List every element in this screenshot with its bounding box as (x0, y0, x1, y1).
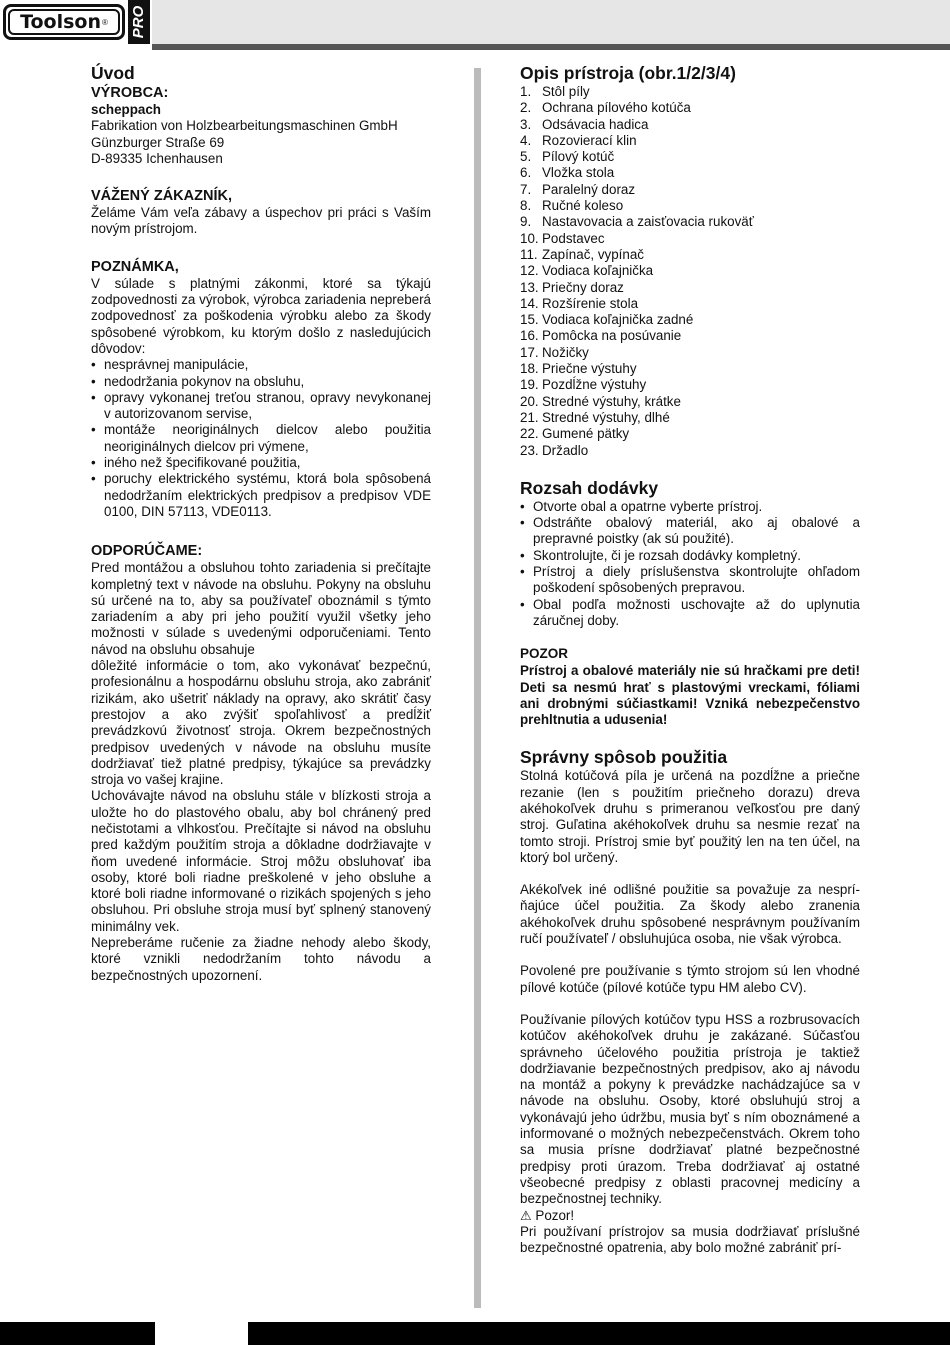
part-number: 5. (520, 149, 532, 165)
list-item: • nedodržania pokynov na obsluhu, (91, 374, 431, 390)
note-list (91, 357, 431, 520)
part-item (520, 296, 860, 312)
part-number: 20. (520, 393, 539, 409)
right-column (520, 62, 860, 1256)
part-item (520, 182, 860, 198)
part-number: 15. (520, 312, 539, 328)
manufacturer-heading: VÝROBCA: (91, 85, 169, 101)
recommend-heading: ODPORÚČAME: (91, 543, 203, 560)
part-item (520, 247, 860, 263)
part-label: Zapínač, vypínač (542, 246, 644, 262)
part-label: Pozdĺžne výstuhy (542, 377, 647, 393)
list-item: • Odstráňte obalový materiál, ako aj obalové a prepravné poistky (ak sú použité). (520, 515, 860, 548)
warning-label: Pozor! (535, 1207, 575, 1223)
manufacturer-name: scheppach (91, 102, 161, 117)
part-label: Nožičky (542, 344, 589, 360)
recommend-paragraph: Pred montážou a obsluhou tohto zariadenia si prečítajte kompletný text v návode na obsluhu. Pokyny na obsluhu sú určené na to, aby sa používateľ oboznámil s týmto zariadením a aby pri jeho použití využil všetky jeho možnosti v súlade s uvedenými odporučeniami. Tento návod na obsluhu obsahuje (91, 560, 431, 657)
part-number: 6. (520, 165, 532, 181)
part-number: 17. (520, 344, 539, 360)
header-bar-shadow (152, 44, 950, 50)
list-item: • poruchy elektrického systému, ktorá bola spôsobená nedodržaním elektrických predpisov a predpisov VDE 0100, DIN 57113, VDE0113. (91, 471, 431, 520)
spacer (520, 866, 860, 882)
part-number: 13. (520, 279, 539, 295)
part-label: Držadlo (542, 442, 589, 458)
usage-paragraph: Povolené pre používanie s týmto strojom sú len vhodné pílové kotúče (pílové kotúče typu HM alebo CV). (520, 963, 860, 995)
recommend-paragraph: Nepreberáme ručenie za žiadne nehody alebo škody, ktoré vznikli nedodržaním tohto návodu a bezpečnostných upozornení. (91, 935, 431, 983)
list-item: • Skontrolujte, či je rozsah dodávky kompletný. (520, 548, 860, 564)
part-number: 1. (520, 84, 532, 99)
part-item (520, 133, 860, 149)
list-item: • Otvorte obal a opatrne vyberte prístroj. (520, 499, 860, 515)
usage-paragraph: Stolná kotúčová píla je určená na pozdĺžne a priečne rezanie (len s použitím priečneho dorazu) dreva akéhokoľvek druhu s primeranou veľkosťou pre daný stroj. Guľatina akéhokoľvek druhu sa nesmie rezať na tomto stroji. Prístroj smie byť použitý len na ten účel, na ktorý bol určený. (520, 768, 860, 865)
delivery-list (520, 499, 860, 629)
part-number: 4. (520, 132, 532, 148)
part-label: Podstavec (542, 230, 605, 246)
column-divider (474, 68, 481, 1308)
part-item (520, 198, 860, 214)
part-label: Vložka stola (542, 165, 615, 181)
caution-heading: POZOR (520, 646, 569, 662)
delivery-title: Rozsah dodávky (520, 477, 659, 498)
spacer (520, 459, 860, 477)
pro-badge (128, 0, 150, 44)
usage-title: Správny spôsob použitia (520, 747, 728, 768)
part-number: 12. (520, 263, 539, 279)
part-number: 11. (520, 246, 538, 262)
warning-triangle-icon: ⚠ (520, 1207, 532, 1223)
part-label: Stredné výstuhy, krátke (542, 393, 681, 409)
part-item (520, 377, 860, 393)
footer-bar-right (248, 1322, 950, 1345)
part-item (520, 345, 860, 361)
part-number: 16. (520, 328, 539, 344)
part-label: Odsávacia hadica (542, 116, 649, 132)
registered-mark: ® (102, 17, 108, 27)
part-label: Stredné výstuhy, dlhé (542, 409, 670, 425)
part-label: Pomôcka na posúvanie (542, 328, 682, 344)
header-bar (152, 0, 950, 44)
customer-text: Želáme Vám veľa zábavy a úspechov pri práci s Vaším novým prístrojom. (91, 205, 431, 237)
part-label: Vodiaca koľajnička zadné (542, 312, 694, 328)
part-number: 7. (520, 181, 532, 197)
spacer (91, 238, 431, 258)
part-label: Priečny doraz (542, 279, 624, 295)
part-label: Rozovierací klin (542, 132, 637, 148)
list-item: • Obal podľa možnosti uschovajte až do uplynutia záručnej doby. (520, 597, 860, 630)
part-label: Gumené pätky (542, 426, 630, 442)
toolson-logo (3, 4, 125, 40)
caution-text: Prístroj a obalové materiály nie sú hračkami pre deti! Deti sa nesmú hrať s plastovými vreckami, fóliami ani drobnými súčiastkami! Vzniká nebezpečenstvo prehltnutia a udusenia! (520, 663, 860, 728)
part-item (520, 231, 860, 247)
note-text: V súlade s platnými zákonmi, ktoré sa týkajú zodpovednosti za výrobok, výrobca zariadenia nepreberá zodpovednosť za poškodenia výrobku alebo za škody spôsobené výrobkom, ku ktorým došlo z nasledujúcich dôvodov: (91, 275, 431, 356)
part-number: 10. (520, 230, 539, 246)
part-number: 9. (520, 214, 532, 230)
part-item (520, 263, 860, 279)
part-item (520, 426, 860, 442)
part-item (520, 410, 860, 426)
recommend-paragraph: Uchovávajte návod na obsluhu stále v blízkosti stroja a uložte ho do plastového obalu, aby bol chránený pred nečistotami a vlhkosťou. Prečítajte si návod na obsluhu pred každým použitím stroja a dôkladne dodržiavajte v ňom uvedené informácie. Stroj môžu obsluhovať iba osoby, ktoré boli riadne preškolené v jeho obsluhe a ktoré boli riadne informované o rizikách spojených s jeho obsluhou. Pri obsluhe stroja musí byť splnený stanovený minimálny vek. (91, 788, 431, 934)
warning-line (520, 1208, 860, 1224)
part-item (520, 117, 860, 133)
part-number: 23. (520, 442, 539, 458)
part-number: 18. (520, 361, 539, 377)
spacer (520, 996, 860, 1012)
spacer (91, 167, 431, 187)
part-label: Ochrana pílového kotúča (542, 100, 691, 116)
description-title: Opis prístroja (obr.1/2/3/4) (520, 63, 736, 83)
part-label: Ručné koleso (542, 198, 624, 214)
usage-paragraph: Používanie pílových kotúčov typu HSS a rozbrusovacích kotúčov akéhokoľvek druhu je zakázané. Súčasťou správneho účelového použitia prístroja je taktiež dodržiavanie bezpečnostných predpisov, ako aj návodu na montáž a pokyny k prevádzke nachádzajúce sa v návode na obsluhu. Osoby, ktoré obsluhujú stroj a vykonávajú jeho údržbu, musia byť s ním oboznámené a informované o možných nebezpečenstvách. Okrem toho sa musia prísne dodržiavať platné bezpečnostné predpisy proti úrazom. Treba dodržiavať aj ostatné všeobecné predpisy z oblasti pracovnej medicíny a bezpečnostnej techniky. (520, 1011, 860, 1207)
manufacturer-line: Fabrikation von Holzbearbeitungsmaschinen GmbH (91, 118, 398, 134)
part-item (520, 280, 860, 296)
pro-label: PRO (130, 5, 147, 39)
page-header (0, 0, 950, 50)
spacer (520, 629, 860, 645)
footer-bar-left (0, 1322, 155, 1345)
part-label: Pílový kotúč (542, 149, 615, 165)
recommend-paragraph: dôležité informácie o tom, ako vykonávať bezpečnú, profesionálnu a hospodárnu obsluhu stroja, ako zabrániť rizikám, ako ušetriť náklady na opravy, ako skrátiť časy prestojov a ako zvýšiť spoľahlivosť a predĺžiť prevádzkovú životnosť stroja. Okrem bezpečnostných predpisov uvedených v návode na obsluhu musíte dodržiavať tiež platné predpisy, týkajúce sa prevádzky stroja vo vašej krajine. (91, 658, 431, 788)
intro-title: Úvod (91, 63, 135, 83)
list-item: • opravy vykonanej treťou stranou, opravy nevykonanej v autorizovanom servise, (91, 390, 431, 423)
list-item: • Prístroj a diely príslušenstva skontrolujte ohľadom poškodení spôsobených prepravou. (520, 564, 860, 597)
part-number: 19. (520, 377, 539, 393)
part-number: 3. (520, 116, 532, 132)
part-label: Priečne výstuhy (542, 361, 637, 377)
left-column (91, 62, 431, 984)
part-number: 21. (520, 409, 539, 425)
part-item (520, 312, 860, 328)
part-label: Rozšírenie stola (542, 295, 639, 311)
part-item (520, 443, 860, 459)
part-item (520, 361, 860, 377)
part-item (520, 100, 860, 116)
list-item: • nesprávnej manipulácie, (91, 357, 431, 373)
note-heading: POZNÁMKA, (91, 258, 179, 275)
spacer (520, 947, 860, 963)
part-item (520, 165, 860, 181)
manufacturer-line: D-89335 Ichenhausen (91, 150, 223, 166)
part-item (520, 214, 860, 230)
part-item (520, 84, 860, 100)
part-label: Paralelný doraz (542, 181, 636, 197)
usage-paragraph: Pri používaní prístrojov sa musia dodržiavať príslušné bezpečnostné opatrenia, aby bolo možné zabrániť prí- (520, 1223, 860, 1256)
part-item (520, 149, 860, 165)
list-item: • iného než špecifikované použitia, (91, 455, 431, 471)
customer-heading: VÁŽENÝ ZÁKAZNÍK, (91, 188, 232, 205)
spacer (91, 520, 431, 542)
part-number: 8. (520, 198, 532, 214)
part-item (520, 328, 860, 344)
part-number: 14. (520, 295, 539, 311)
manufacturer-line: Günzburger Straße 69 (91, 134, 225, 150)
spacer (520, 728, 860, 746)
parts-list (520, 84, 860, 459)
usage-paragraph: Akékoľvek iné odlišné použitie sa považuje za nespríňajúce účel použitia. Za škody alebo zranenia akéhokoľvek druhu spôsobené nesprávnym používaním ručí používateľ / obsluhujúca osoba, nie však výrobca. (520, 882, 860, 947)
list-item: • montáže neoriginálnych dielcov alebo použitia neoriginálnych dielcov pri výmene, (91, 422, 431, 455)
part-label: Vodiaca koľajnička (542, 263, 654, 279)
part-number: 2. (520, 100, 532, 116)
logo-text: Toolson (20, 11, 102, 33)
part-item (520, 394, 860, 410)
logo-frame (8, 9, 120, 35)
part-label: Nastavovacia a zaisťovacia rukoväť (542, 214, 754, 230)
part-label: Stôl píly (542, 84, 590, 99)
part-number: 22. (520, 426, 539, 442)
